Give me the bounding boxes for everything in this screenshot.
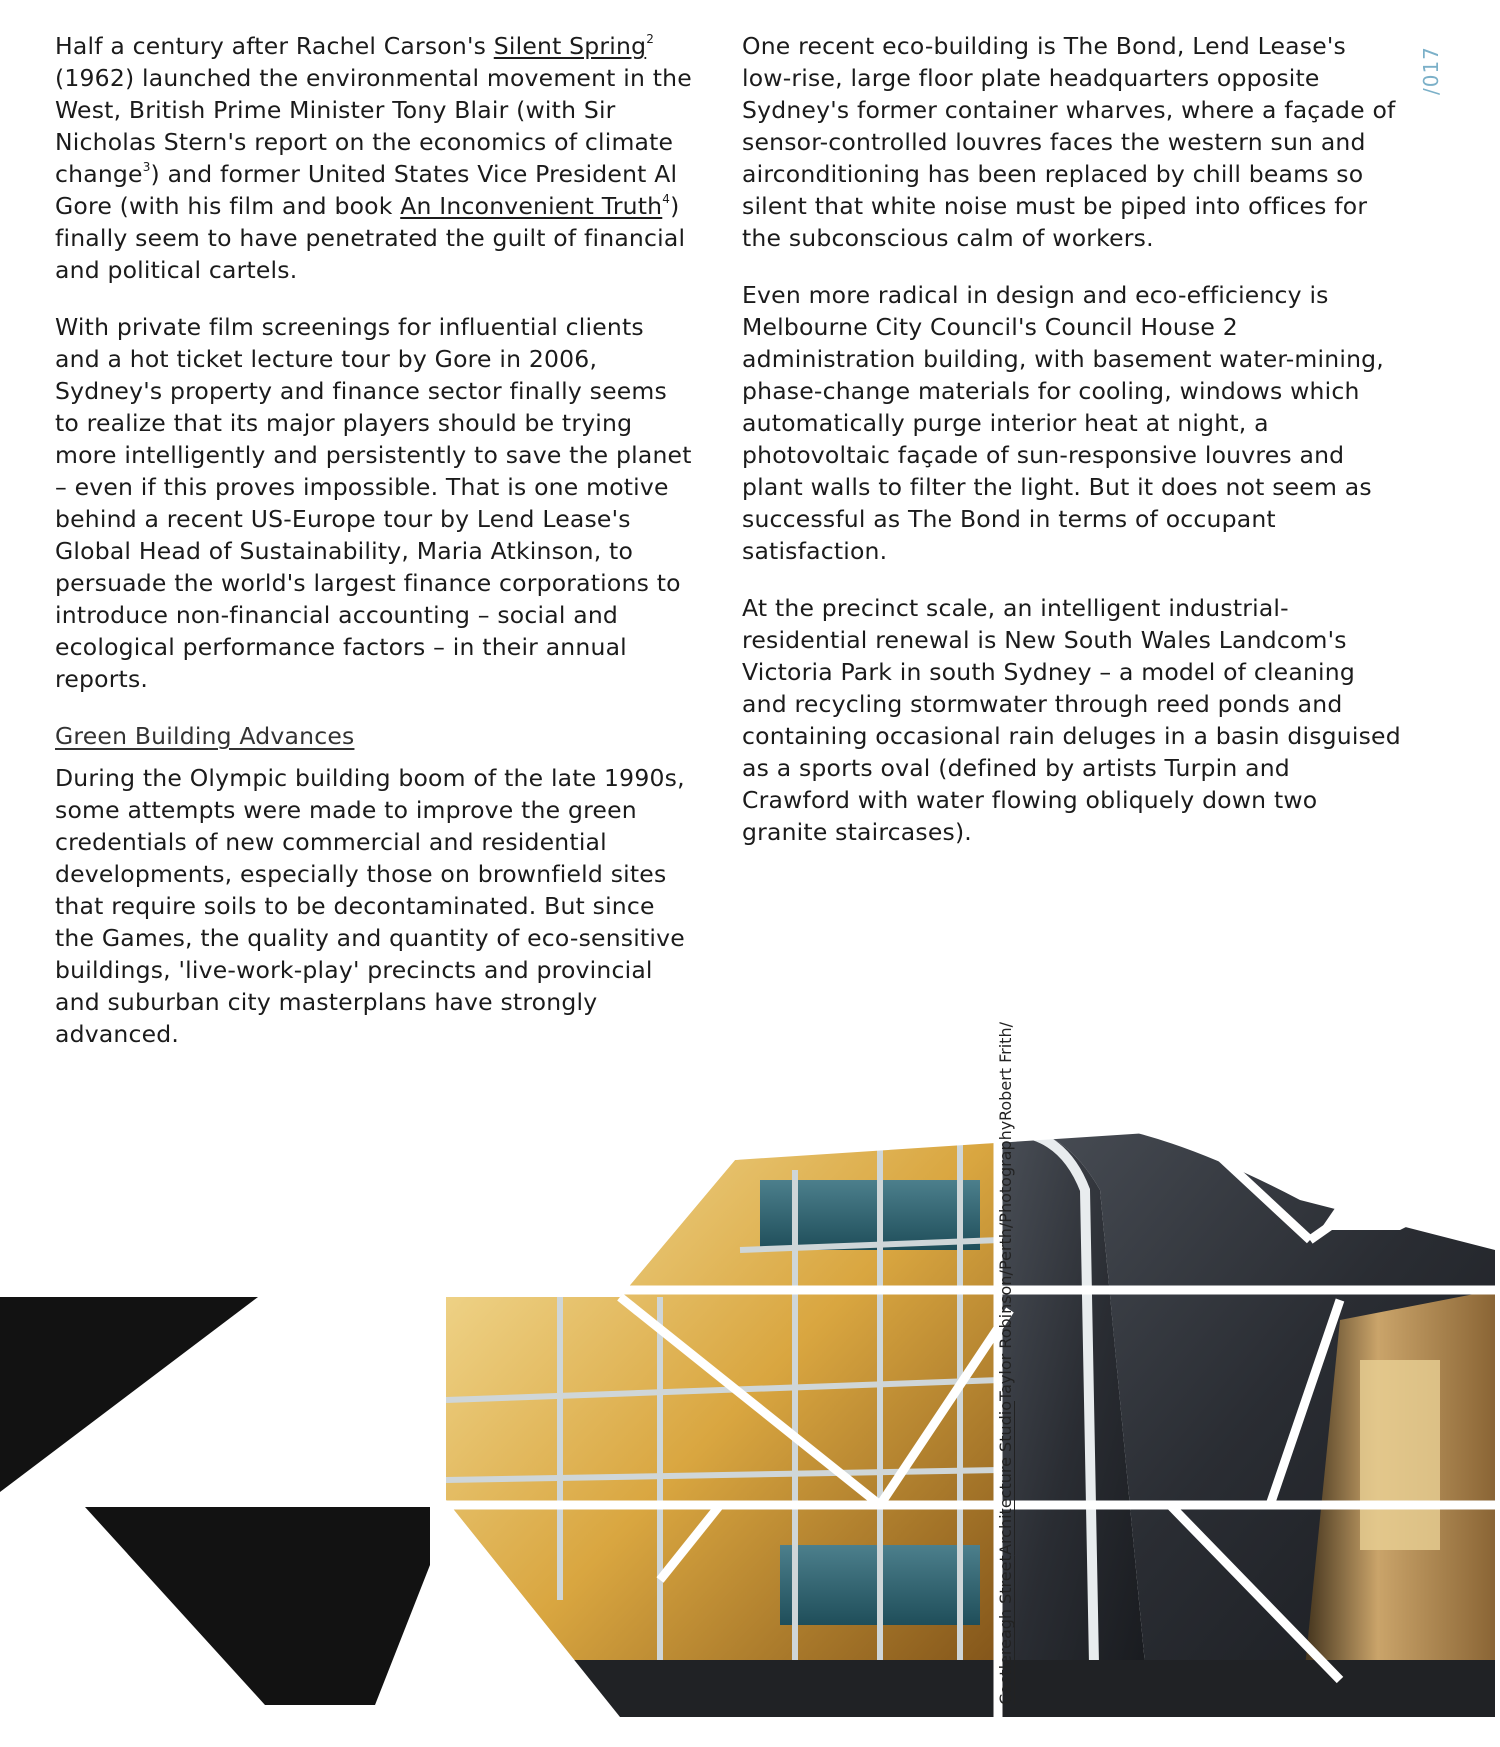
caption-photographer: Robert Frith/ <box>996 1022 1015 1122</box>
right-column <box>742 30 1402 873</box>
dark-panel-bottom-left <box>85 1507 430 1705</box>
silent-spring-title: Silent Spring <box>493 32 647 60</box>
section-heading: Green Building Advances <box>55 722 355 750</box>
left-column <box>55 30 695 1075</box>
caption-architect: Architecture Studio <box>996 1401 1015 1556</box>
dark-panel-top-left <box>0 1297 258 1492</box>
caption-firm: Taylor Robinson/ <box>996 1270 1015 1402</box>
paragraph-film-screenings: With private film screenings for influential clients and a hot ticket lecture tour by Gore in 2006, Sydney's property and finance sector finally seems to realize that its major players should be trying more intelligently and persistently to save the planet – even if this proves impossible. That is one motive behind a recent US-Europe tour by Lend Lease's Global Head of Sustainability, Maria Atkinson, to persuade the world's largest finance corporations to introduce non-financial accounting – social and ecological performance factors – in their annual reports. <box>55 313 692 693</box>
building-photo-collage <box>0 1070 1500 1747</box>
paragraph-the-bond: One recent eco-building is The Bond, Lend Lease's low-rise, large floor plate headquarters opposite Sydney's former container wharves, where a façade of sensor-controlled louvres faces the western sun and airconditioning has been replaced by chill beams so silent that white noise must be piped into offices for the subconscious calm of workers. <box>742 32 1396 252</box>
inconvenient-truth-title: An Inconvenient Truth <box>400 192 663 220</box>
photo-caption <box>995 1022 1017 1705</box>
paragraph-victoria-park: At the precinct scale, an intelligent industrial-residential renewal is New South Wales Landcom's Victoria Park in south Sydney – a model of cleaning and recycling stormwater through reed ponds and containing occasional rain deluges in a basin disguised as a sports oval (defined by artists Turpin and Crawford with water flowing obliquely down two granite staircases). <box>742 594 1401 846</box>
footnote-ref-2: 2 <box>646 32 655 47</box>
paragraph-council-house: Even more radical in design and eco-efficiency is Melbourne City Council's Council House 2 administration building, with basement water-mining, phase-change materials for cooling, windows which automatically purge interior heat at night, a photovoltaic façade of sun-responsive louvres and plant walls to filter the light. But it does not seem as successful as The Bond in terms of occupant satisfaction. <box>742 281 1384 565</box>
footnote-ref-3: 3 <box>142 160 151 175</box>
footnote-ref-4: 4 <box>662 192 671 207</box>
paragraph-olympic-boom: During the Olympic building boom of the late 1990s, some attempts were made to improve the green credentials of new commercial and residential developments, especially those on brownfield sites that require soils to be decontaminated. But since the Games, the quality and quantity of eco-sensitive buildings, 'live-work-play' precincts and provincial and suburban city masterplans have strongly advanced. <box>55 764 685 1048</box>
caption-project: Castlereagh Street <box>996 1555 1015 1705</box>
page-number: /017 <box>1419 46 1443 96</box>
caption-location-photography: Perth/Photography <box>996 1121 1015 1271</box>
paragraph-intro: Half a century after Rachel Carson's Silent Spring$^2$ (1962) launched the environmental movement in the West, British Prime Minister Tony Blair (with Sir Nicholas Stern's report on the economics of climate change$^3$) and former United States Vice President Al Gore (with his film and book An Inconvenient Truth$^4$) finally seem to have penetrated the guilt of financial and political cartels. <box>55 32 692 284</box>
